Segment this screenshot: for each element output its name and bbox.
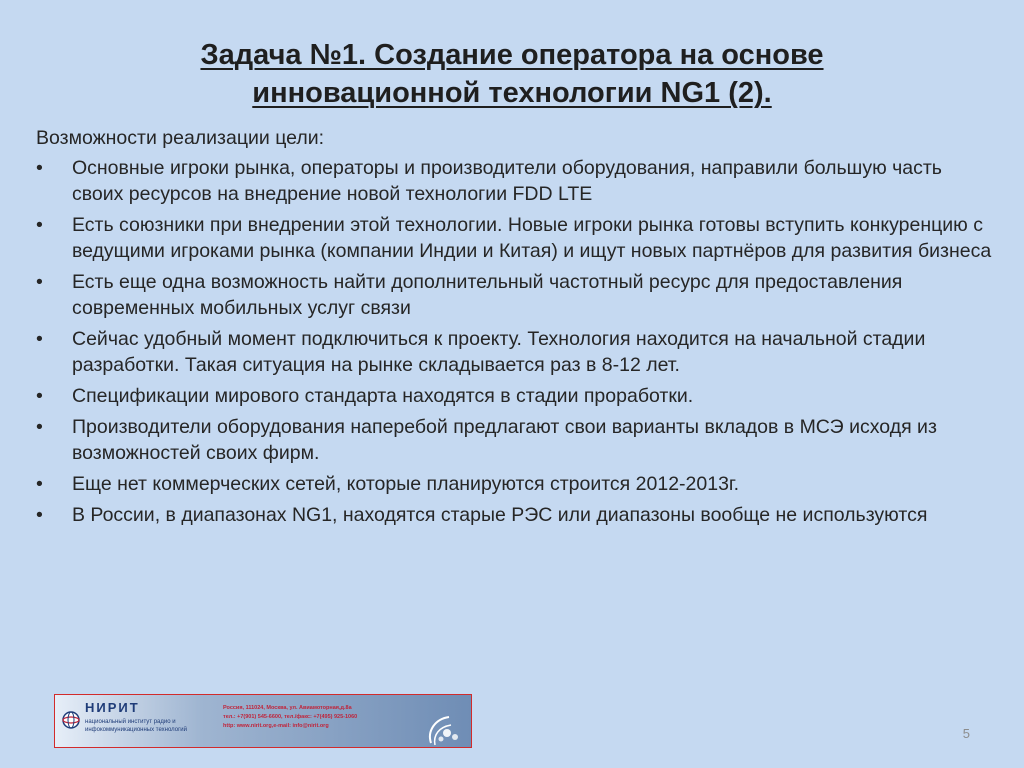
bullet-icon: •	[36, 157, 43, 179]
bullet-text: Есть союзники при внедрении этой технологии. Новые игроки рынка готовы вступить конкуренцию с ведущими игроками рынка (компании Индии и Китая) и ищут новых партнёров для развития бизнеса	[72, 214, 992, 262]
slide-number: 5	[962, 726, 970, 741]
logo-subtitle: национальный институт радио и инфокоммуникационных технологий	[85, 719, 187, 733]
bullet-list	[36, 155, 996, 528]
bullet-text: В России, в диапазонах NG1, находятся старые РЭС или диапазоны вообще не используются	[72, 504, 928, 526]
bullet-item	[36, 155, 996, 207]
bullet-item	[36, 414, 996, 466]
bullet-text: Сейчас удобный момент подключиться к проекту. Технология находится на начальной стадии разработки. Такая ситуация на рынке складывается раз в 8-12 лет.	[72, 328, 926, 376]
bullet-item	[36, 471, 996, 497]
slide-body	[36, 125, 996, 533]
bullet-item	[36, 502, 996, 528]
bullet-icon: •	[36, 416, 43, 438]
bullet-text: Спецификации мирового стандарта находятся в стадии проработки.	[72, 385, 694, 407]
bullet-icon: •	[36, 214, 43, 236]
swirl-graphic	[423, 709, 463, 747]
contact-info	[223, 704, 423, 731]
bullet-text: Производители оборудования наперебой предлагают свои варианты вкладов в МСЭ исходя из возможностей своих фирм.	[72, 416, 937, 464]
bullet-item	[36, 269, 996, 321]
bullet-icon: •	[36, 473, 43, 495]
footer-banner	[54, 694, 472, 748]
intro-text: Возможности реализации цели:	[36, 127, 325, 149]
nirit-logo	[61, 700, 211, 744]
bullet-text: Основные игроки рынка, операторы и производители оборудования, направили большую часть своих ресурсов на внедрение новой технологии FDD LTE	[72, 157, 942, 205]
bullet-text: Есть еще одна возможность найти дополнительный частотный ресурс для предоставления современных мобильных услуг связи	[72, 271, 903, 319]
slide-title-line-2: инновационной технологии NG1 (2).	[252, 77, 772, 109]
globe-icon	[61, 710, 81, 730]
bullet-icon: •	[36, 504, 43, 526]
slide-title-line-1: Задача №1. Создание оператора на основе	[200, 39, 824, 71]
bullet-item	[36, 326, 996, 378]
slide-title	[60, 36, 964, 112]
bullet-item	[36, 383, 996, 409]
bullet-icon: •	[36, 328, 43, 350]
contact-web: http: www.nirit.org,e-mail: info@nirit.org	[223, 723, 329, 729]
bullet-icon: •	[36, 271, 43, 293]
logo-name: НИРИТ	[85, 700, 140, 715]
bullet-item	[36, 212, 996, 264]
contact-phone: тел.: +7(901) 545-6600, тел./факс: +7(495) 925-1060	[223, 714, 358, 720]
contact-address: Россия, 111024, Москва, ул. Авиамоторная,д.8а	[223, 705, 352, 711]
bullet-text: Еще нет коммерческих сетей, которые планируются строится 2012-2013г.	[72, 473, 740, 495]
bullet-icon: •	[36, 385, 43, 407]
